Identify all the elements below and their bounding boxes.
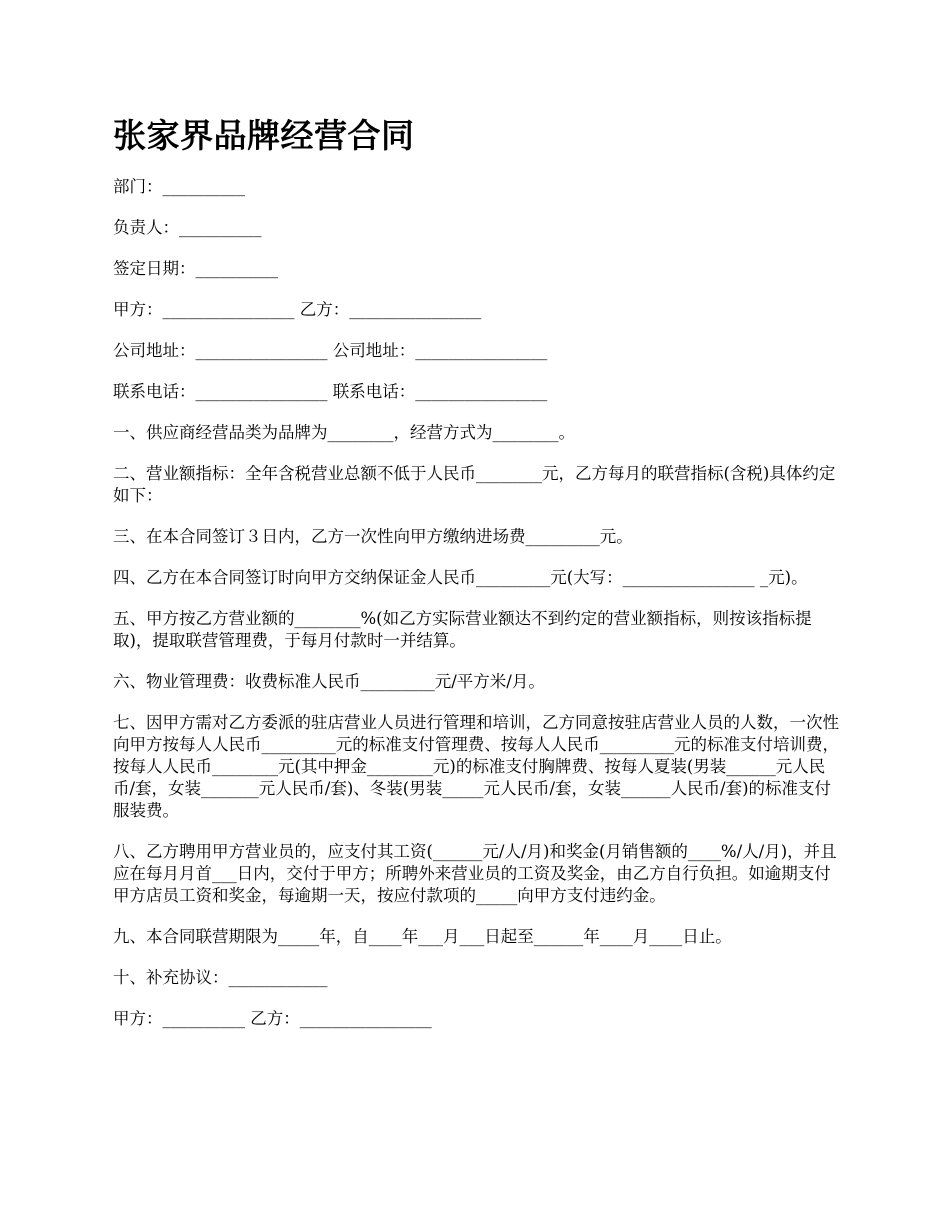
clause-7: 七、因甲方需对乙方委派的驻店营业人员进行管理和培训，乙方同意按驻店营业人员的人数，一次性向甲方按每人人民币_________元的标准支付管理费、按每人人民币_________元的标准支付培训费，按每人人民币________元(其中押金________元)的标准支付胸牌费、按每人夏装(男装______元人民币/套，女装_______元人民币/套)、冬装(男装_____元人民币/套，女装______人民币/套)的标准支付服装费。: [113, 713, 839, 820]
clause-2: 二、营业额指标：全年含税营业总额不低于人民币________元，乙方每月的联营指标(含税)具体约定如下：: [113, 464, 836, 505]
clause-8: 八、乙方聘用甲方营业员的，应支付其工资(______元/人/月)和奖金(月销售额的____%/人/月)，并且应在每月月首___日内，交付于甲方；所聘外来营业员的工资及奖金，由乙方自行负担。如逾期支付甲方店员工资和奖金，每逾期一天，按应付款项的_____向甲方支付违约金。: [113, 842, 837, 905]
department-field: 部门：__________: [113, 177, 245, 196]
contract-page: [113, 114, 843, 1049]
clause-9: 九、本合同联营期限为_____年，自____年___月___日起至______年____月____日止。: [113, 927, 732, 946]
clause-4: 四、乙方在本合同签订时向甲方交纳保证金人民币_________元(大写：________________ _元)。: [113, 568, 808, 587]
responsible-person-field: 负责人：__________: [113, 218, 262, 237]
company-address-field: 公司地址：________________ 公司地址：________________: [113, 341, 548, 360]
parties-field: 甲方：________________ 乙方：________________: [113, 300, 482, 319]
clause-6: 六、物业管理费：收费标准人民币_________元/平方米/月。: [113, 672, 545, 691]
clause-5: 五、甲方按乙方营业额的________%(如乙方实际营业额达不到约定的营业额指标，则按该指标提取)，提取联营管理费，于每月付款时一并结算。: [113, 609, 812, 650]
signature-parties: 甲方：__________ 乙方：________________: [113, 1009, 432, 1028]
clause-3: 三、在本合同签订３日内，乙方一次性向甲方缴纳进场费_________元。: [113, 527, 633, 546]
clause-10-supplement: 十、补充协议：____________: [113, 968, 328, 987]
clause-1: 一、供应商经营品类为品牌为________，经营方式为________。: [113, 423, 575, 442]
contact-phone-field: 联系电话：________________ 联系电话：________________: [113, 382, 548, 401]
page-title: 张家界品牌经营合同: [113, 116, 415, 155]
signing-date-field: 签定日期：__________: [113, 259, 278, 278]
